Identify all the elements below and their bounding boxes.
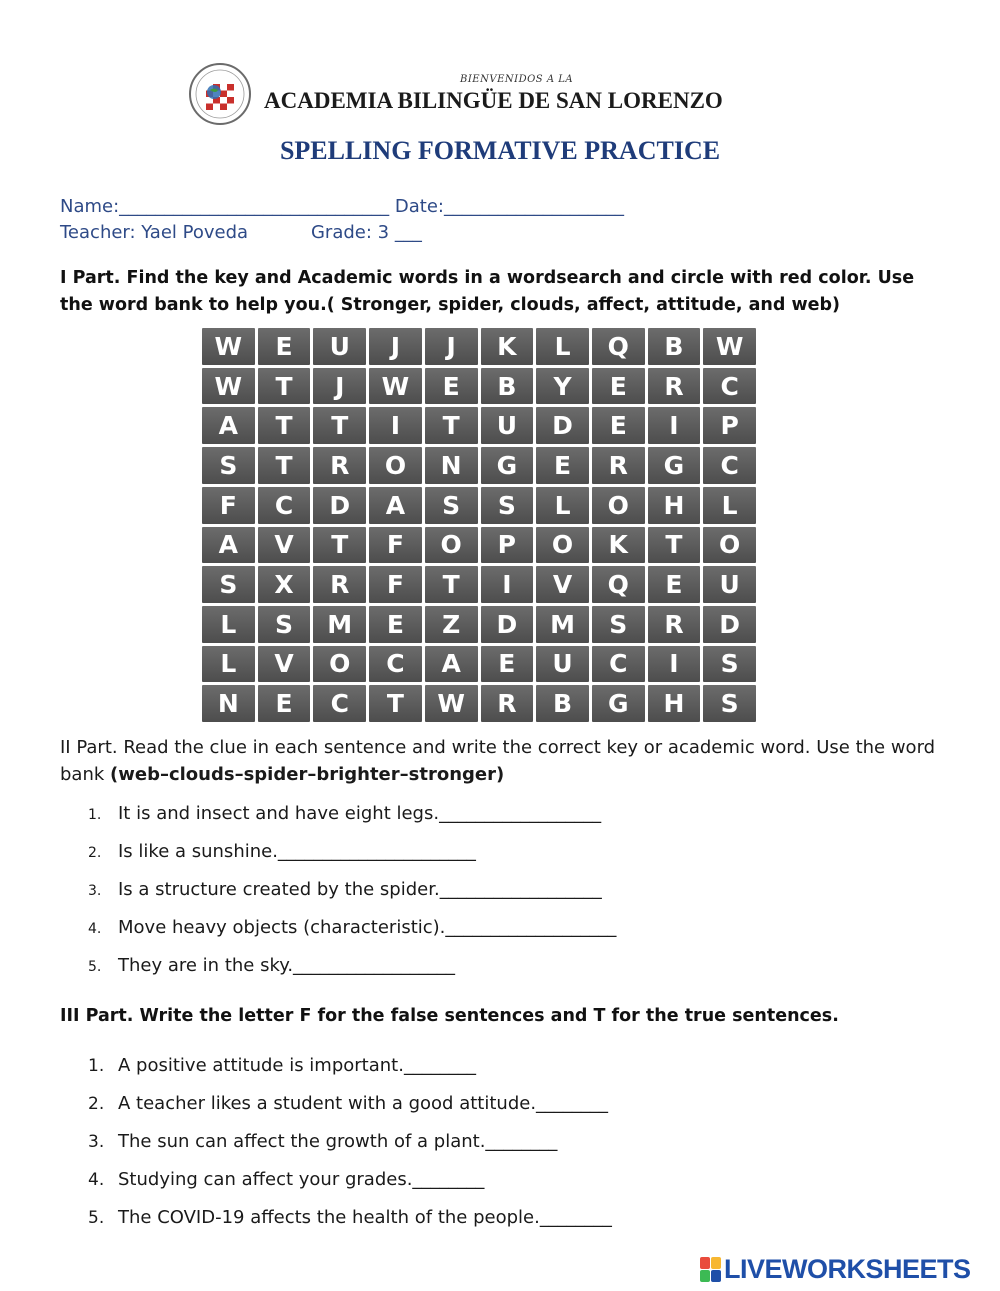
wordsearch-cell[interactable]: S xyxy=(258,606,311,643)
wordsearch-cell[interactable]: A xyxy=(202,527,255,564)
wordsearch-cell[interactable]: L xyxy=(202,606,255,643)
wordsearch-cell[interactable]: S xyxy=(202,566,255,603)
question-number: 5. xyxy=(88,959,102,975)
brand-mark-square xyxy=(711,1270,721,1282)
wordsearch-cell[interactable]: D xyxy=(481,606,534,643)
question-number: 4. xyxy=(88,921,102,937)
wordsearch-cell[interactable]: C xyxy=(313,685,366,722)
wordsearch-cell[interactable]: H xyxy=(648,685,701,722)
wordsearch-cell[interactable]: J xyxy=(425,328,478,365)
wordsearch-cell[interactable]: V xyxy=(536,566,589,603)
question-text: The sun can affect the growth of a plant.________ xyxy=(118,1131,558,1152)
wordsearch-cell[interactable]: G xyxy=(481,447,534,484)
wordsearch-cell[interactable]: V xyxy=(258,646,311,683)
question-text: Studying can affect your grades.________ xyxy=(118,1169,485,1190)
wordsearch-cell[interactable]: Z xyxy=(425,606,478,643)
wordsearch-cell[interactable]: N xyxy=(202,685,255,722)
question-number: 1. xyxy=(88,807,102,823)
wordsearch-cell[interactable]: T xyxy=(425,566,478,603)
brand-mark-square xyxy=(700,1270,710,1282)
wordsearch-cell[interactable]: W xyxy=(369,368,422,405)
question-text: A positive attitude is important.________ xyxy=(118,1055,476,1076)
wordsearch-cell[interactable]: A xyxy=(202,407,255,444)
wordsearch-cell[interactable]: P xyxy=(481,527,534,564)
wordsearch-cell[interactable]: E xyxy=(258,328,311,365)
wordsearch-cell[interactable]: S xyxy=(481,487,534,524)
wordsearch-cell[interactable]: I xyxy=(648,646,701,683)
wordsearch-cell[interactable]: E xyxy=(592,407,645,444)
wordsearch-cell[interactable]: R xyxy=(313,447,366,484)
wordsearch-grid[interactable] xyxy=(202,328,756,722)
part3-question[interactable] xyxy=(88,1093,612,1131)
wordsearch-cell[interactable]: E xyxy=(592,368,645,405)
wordsearch-cell[interactable]: E xyxy=(425,368,478,405)
wordsearch-cell[interactable]: O xyxy=(313,646,366,683)
question-number: 2. xyxy=(88,845,102,861)
name-date-line: Name:______________________________ Date:____________________ xyxy=(60,196,624,217)
wordsearch-cell[interactable]: T xyxy=(313,527,366,564)
part2-question-list xyxy=(88,803,616,993)
question-number: 2. xyxy=(88,1094,105,1114)
wordsearch-cell[interactable]: L xyxy=(202,646,255,683)
wordsearch-cell[interactable]: W xyxy=(202,328,255,365)
wordsearch-cell[interactable]: S xyxy=(592,606,645,643)
wordsearch-cell[interactable]: B xyxy=(481,368,534,405)
question-number: 3. xyxy=(88,883,102,899)
part2-instructions xyxy=(60,734,950,788)
wordsearch-cell[interactable]: A xyxy=(425,646,478,683)
brand-mark-square xyxy=(711,1257,721,1269)
wordsearch-cell[interactable]: I xyxy=(648,407,701,444)
wordsearch-cell[interactable]: W xyxy=(202,368,255,405)
wordsearch-cell[interactable]: M xyxy=(536,606,589,643)
wordsearch-cell[interactable]: R xyxy=(592,447,645,484)
wordsearch-cell[interactable]: G xyxy=(592,685,645,722)
wordsearch-cell[interactable]: Y xyxy=(536,368,589,405)
wordsearch-cell[interactable]: C xyxy=(703,447,756,484)
wordsearch-cell[interactable]: S xyxy=(703,685,756,722)
wordsearch-cell[interactable]: J xyxy=(369,328,422,365)
part3-question[interactable] xyxy=(88,1131,612,1169)
school-header xyxy=(188,62,828,128)
wordsearch-cell[interactable]: Q xyxy=(592,566,645,603)
question-text: A teacher likes a student with a good attitude.________ xyxy=(118,1093,609,1114)
part2-question[interactable] xyxy=(88,803,616,841)
wordsearch-cell[interactable]: H xyxy=(648,487,701,524)
question-text: Is a structure created by the spider.__________________ xyxy=(118,879,602,900)
part3-question-list xyxy=(88,1055,612,1245)
wordsearch-cell[interactable]: C xyxy=(703,368,756,405)
brand-name: LIVEWORKSHEETS xyxy=(724,1253,971,1284)
page-title: SPELLING FORMATIVE PRACTICE xyxy=(279,136,721,165)
wordsearch-cell[interactable]: J xyxy=(313,368,366,405)
wordsearch-cell[interactable]: L xyxy=(703,487,756,524)
question-text: They are in the sky.__________________ xyxy=(118,955,456,976)
part2-word-bank: (web–clouds–spider–brighter–stronger) xyxy=(110,764,505,785)
question-number: 3. xyxy=(88,1132,105,1152)
part3-question[interactable] xyxy=(88,1169,612,1207)
wordsearch-cell[interactable]: E xyxy=(536,447,589,484)
wordsearch-cell[interactable]: A xyxy=(369,487,422,524)
wordsearch-cell[interactable]: O xyxy=(425,527,478,564)
liveworksheets-logo[interactable] xyxy=(700,1254,971,1284)
wordsearch-cell[interactable]: L xyxy=(536,328,589,365)
wordsearch-cell[interactable]: T xyxy=(258,368,311,405)
wordsearch-cell[interactable]: X xyxy=(258,566,311,603)
wordsearch-cell[interactable]: U xyxy=(313,328,366,365)
wordsearch-cell[interactable]: P xyxy=(703,407,756,444)
part2-question[interactable] xyxy=(88,841,616,879)
question-text: It is and insect and have eight legs.__________________ xyxy=(118,803,602,824)
part1-instructions: I Part. Find the key and Academic words in a wordsearch and circle with red color. Use the word bank to help you.( Stronger, spider, clouds, affect, attitude, and web) xyxy=(60,268,915,315)
wordsearch-cell[interactable]: V xyxy=(258,527,311,564)
wordsearch-cell[interactable]: K xyxy=(481,328,534,365)
question-number: 5. xyxy=(88,1208,105,1228)
wordsearch-cell[interactable]: S xyxy=(425,487,478,524)
wordsearch-cell[interactable]: T xyxy=(369,685,422,722)
wordsearch-cell[interactable]: O xyxy=(592,487,645,524)
wordsearch-cell[interactable]: F xyxy=(202,487,255,524)
part2-intro: II Part. Read the clue in each sentence and write the correct key or academic word. Use the word bank xyxy=(60,737,936,785)
wordsearch-cell[interactable]: U xyxy=(481,407,534,444)
brand-mark-square xyxy=(700,1257,710,1269)
wordsearch-cell[interactable]: T xyxy=(258,447,311,484)
school-seal-icon xyxy=(188,62,252,126)
wordsearch-cell[interactable]: C xyxy=(369,646,422,683)
wordsearch-cell[interactable]: D xyxy=(703,606,756,643)
wordsearch-cell[interactable]: E xyxy=(481,646,534,683)
question-text: Move heavy objects (characteristic).___________________ xyxy=(118,917,617,938)
wordsearch-cell[interactable]: W xyxy=(425,685,478,722)
part2-question[interactable] xyxy=(88,879,616,917)
wordsearch-cell[interactable]: O xyxy=(536,527,589,564)
wordsearch-cell[interactable]: K xyxy=(592,527,645,564)
wordsearch-cell[interactable]: F xyxy=(369,566,422,603)
wordsearch-cell[interactable]: I xyxy=(369,407,422,444)
part2-question[interactable] xyxy=(88,955,616,993)
wordsearch-cell[interactable]: R xyxy=(648,368,701,405)
teacher-grade-line: Teacher: Yael Poveda Grade: 3 ___ xyxy=(60,222,422,243)
wordsearch-cell[interactable]: S xyxy=(202,447,255,484)
wordsearch-cell[interactable]: T xyxy=(648,527,701,564)
wordsearch-cell[interactable]: E xyxy=(258,685,311,722)
part3-instructions: III Part. Write the letter F for the false sentences and T for the true sentences. xyxy=(60,1006,839,1026)
wordsearch-cell[interactable]: S xyxy=(703,646,756,683)
wordsearch-cell[interactable]: D xyxy=(313,487,366,524)
wordsearch-cell[interactable]: R xyxy=(648,606,701,643)
question-text: The COVID-19 affects the health of the people.________ xyxy=(118,1207,612,1228)
wordsearch-cell[interactable]: E xyxy=(648,566,701,603)
part2-question[interactable] xyxy=(88,917,616,955)
part3-question[interactable] xyxy=(88,1207,612,1245)
wordsearch-cell[interactable]: B xyxy=(536,685,589,722)
question-number: 1. xyxy=(88,1056,105,1076)
wordsearch-cell[interactable]: R xyxy=(313,566,366,603)
wordsearch-cell[interactable]: U xyxy=(703,566,756,603)
wordsearch-cell[interactable]: N xyxy=(425,447,478,484)
wordsearch-cell[interactable]: D xyxy=(536,407,589,444)
wordsearch-cell[interactable]: W xyxy=(703,328,756,365)
wordsearch-cell[interactable]: U xyxy=(536,646,589,683)
school-name: ACADEMIA BILINGÜE DE SAN LORENZO xyxy=(264,88,723,113)
wordsearch-cell[interactable]: O xyxy=(703,527,756,564)
wordsearch-cell[interactable]: M xyxy=(313,606,366,643)
header-pre-title: BIENVENIDOS A LA xyxy=(460,74,574,85)
wordsearch-cell[interactable]: C xyxy=(592,646,645,683)
wordsearch-cell[interactable]: I xyxy=(481,566,534,603)
wordsearch-cell[interactable]: G xyxy=(648,447,701,484)
wordsearch-cell[interactable]: T xyxy=(258,407,311,444)
wordsearch-cell[interactable]: O xyxy=(369,447,422,484)
wordsearch-cell[interactable]: B xyxy=(648,328,701,365)
question-text: Is like a sunshine.______________________ xyxy=(118,841,476,862)
wordsearch-cell[interactable]: T xyxy=(425,407,478,444)
part3-question[interactable] xyxy=(88,1055,612,1093)
wordsearch-cell[interactable]: R xyxy=(481,685,534,722)
wordsearch-cell[interactable]: C xyxy=(258,487,311,524)
wordsearch-cell[interactable]: Q xyxy=(592,328,645,365)
wordsearch-cell[interactable]: L xyxy=(536,487,589,524)
liveworksheets-mark-icon xyxy=(700,1257,721,1282)
wordsearch-cell[interactable]: F xyxy=(369,527,422,564)
wordsearch-cell[interactable]: T xyxy=(313,407,366,444)
wordsearch-cell[interactable]: E xyxy=(369,606,422,643)
question-number: 4. xyxy=(88,1170,105,1190)
